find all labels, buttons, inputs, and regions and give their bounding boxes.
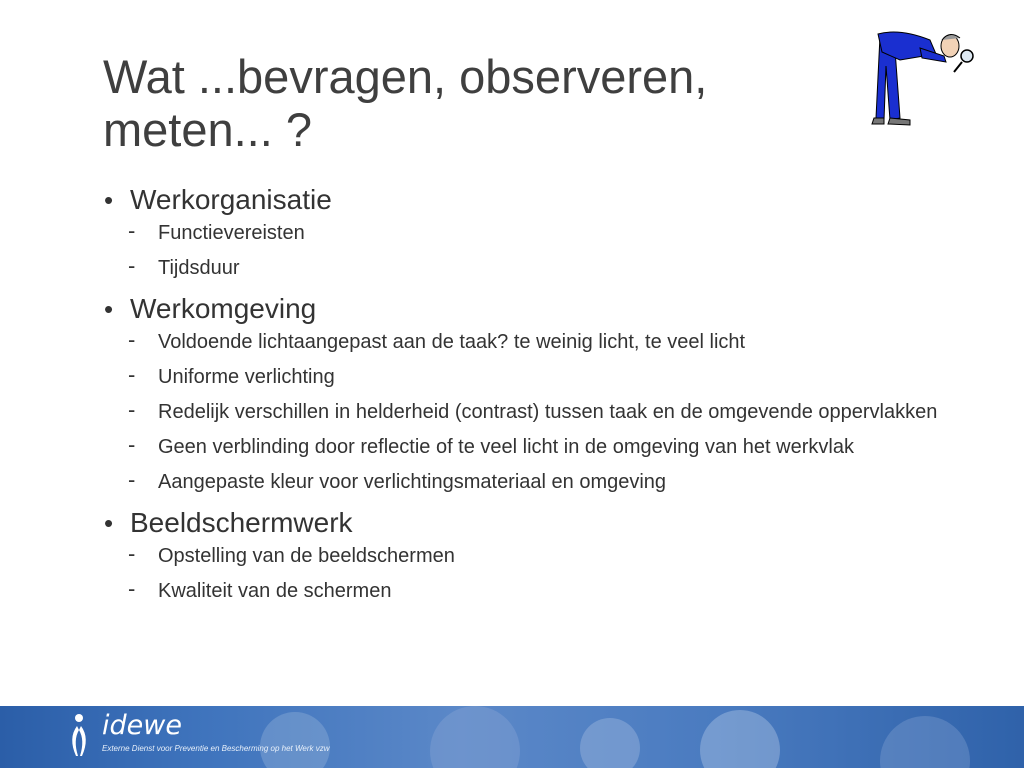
brand-tagline: Externe Dienst voor Preventie en Bescherming op het Werk vzw: [102, 744, 330, 753]
list-item-text: Uniforme verlichting: [158, 366, 335, 388]
bullet-heading: [104, 182, 984, 218]
dash-icon: -: [128, 397, 136, 422]
list-item: [104, 397, 984, 424]
heading-text: Werkomgeving: [130, 293, 317, 324]
section-werkorganisatie: [104, 182, 984, 280]
slide-title: [103, 50, 863, 156]
footer-photo-shape: [700, 710, 780, 768]
list-item-text: Opstelling van de beeldschermen: [158, 545, 455, 567]
footer-photo-shape: [880, 716, 970, 768]
bullet-content: [104, 182, 984, 614]
dash-icon: -: [128, 576, 136, 601]
bullet-heading: [104, 291, 984, 327]
list-item: [104, 253, 984, 280]
dash-icon: -: [128, 432, 136, 457]
bullet-icon: •: [104, 294, 114, 324]
heading-text: Werkorganisatie: [130, 184, 332, 215]
list-item: [104, 541, 984, 568]
dash-icon: -: [128, 218, 136, 243]
dash-icon: -: [128, 327, 136, 352]
list-item: [104, 327, 984, 354]
list-item-text: Tijdsduur: [158, 257, 240, 279]
list-item: [104, 432, 984, 459]
list-item-text: Kwaliteit van de schermen: [158, 580, 392, 602]
dash-icon: -: [128, 467, 136, 492]
bullet-icon: •: [104, 508, 114, 538]
idewe-logo-icon: [64, 712, 94, 760]
dash-icon: -: [128, 362, 136, 387]
heading-text: Beeldschermwerk: [130, 507, 353, 538]
list-item-text: Redelijk verschillen in helderheid (contrast) tussen taak en de omgevende oppervlakken: [158, 401, 938, 423]
dash-icon: -: [128, 253, 136, 278]
footer-photo-shape: [430, 706, 520, 768]
slide-title-line-2: meten... ?: [103, 103, 312, 156]
list-item: [104, 218, 984, 245]
footer-photo-shape: [580, 718, 640, 768]
list-item-text: Aangepaste kleur voor verlichtingsmateriaal en omgeving: [158, 471, 667, 493]
list-item: [104, 362, 984, 389]
list-item: [104, 576, 984, 603]
list-item-text: Voldoende lichtaangepast aan de taak? te weinig licht, te veel licht: [158, 331, 746, 353]
list-item-text: Geen verblinding door reflectie of te veel licht in de omgeving van het werkvlak: [158, 436, 854, 458]
section-werkomgeving: [104, 291, 984, 494]
brand-name: idewe: [102, 710, 182, 741]
list-item-text: Functievereisten: [158, 222, 305, 244]
list-item: [104, 467, 984, 494]
bullet-heading: [104, 505, 984, 541]
slide-title-line-1: Wat ...bevragen, observeren,: [103, 50, 708, 103]
section-beeldschermwerk: [104, 505, 984, 603]
dash-icon: -: [128, 541, 136, 566]
footer-photo-shape: [260, 712, 330, 768]
inspector-with-magnifier-icon: [870, 26, 980, 130]
bullet-icon: •: [104, 185, 114, 215]
